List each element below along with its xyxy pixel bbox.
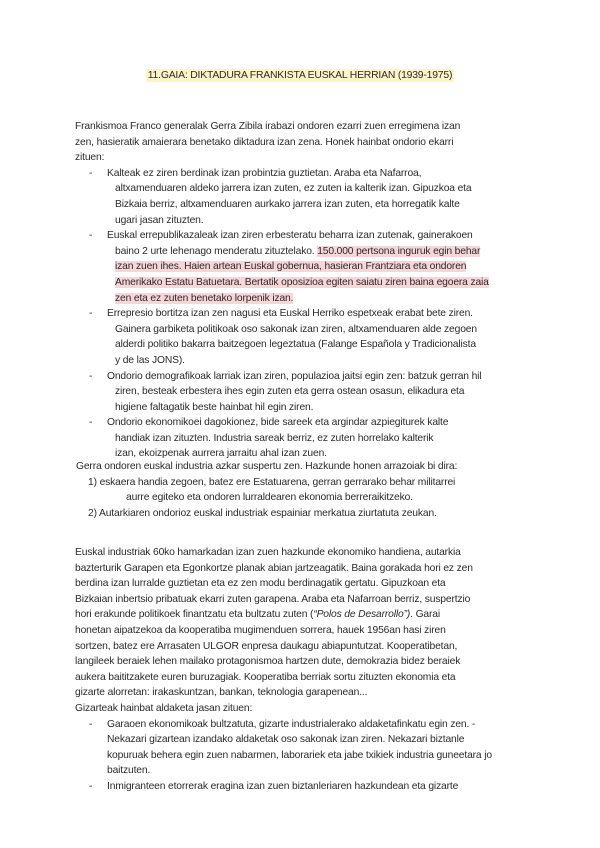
industry-reason-2: 2) Autarkiaren ondorioz euskal industriak espainiar merkatua ziurtatuta zeukan. (88, 507, 437, 519)
page-title (0, 70, 600, 81)
item3-line-1: Errepresio bortitza izan zen nagusi eta Euskal Herriko espetxeak erabat bete ziren. (107, 308, 473, 320)
sixties-line-6: honetan aipatzekoa da kooperatiba mugimenduen sorrera, hauek 1956an hasi ziren (75, 624, 446, 636)
item4-line-2: ziren, besteak erbestera ihes egin zuten eta gerra ostean osasun, elikadura eta (115, 386, 465, 398)
item2-line-3 (107, 259, 525, 275)
change1-line-1: Garaoen ekonomikoak bultzatuta, gizarte industrialerako aldaketafinkatu egin zen. - (107, 718, 476, 730)
sixties-line-3: berdina izan lurralde guztietan eta ez zen modu berdinagatik gertatu. Gipuzkoan eta (75, 578, 446, 590)
item2-line-2 (107, 244, 525, 260)
change1-line-4: baitzuten. (107, 765, 151, 777)
bullet-dash: - (89, 718, 93, 730)
bullet-dash: - (89, 167, 93, 179)
item1-line-3: Bizkaia berriz, altxamenduaren aurkako jarrera izan zuten, eta horregatik kalte (115, 198, 460, 210)
item5-line-2: handiak izan zituzten. Industria sareak berriz, ez zuten horrelako kalterik (115, 432, 434, 444)
item2-line-1: Euskal errepublikazaleak izan ziren erbesteratu beharra izan zutenak, gainerakoen (107, 230, 473, 242)
sixties-line-7: sortzen, batez ere Arrasaten ULGOR enpresa daukagu abiapuntutzat. Kooperatibetan, (75, 640, 458, 652)
sixties-line-5-a: hori erakunde politikoek finantzatu eta bultzatu zuten ( (75, 609, 314, 621)
industry-intro: Gerra ondoren euskal industria azkar suspertu zen. Hazkunde honen arrazoiak bi dira: (76, 461, 458, 472)
item2-line-5 (107, 291, 525, 307)
sixties-line-2: bazterturik Garapen eta Egonkortze planak abian jartzeagatik. Baina gorakada hori ez zen (75, 562, 473, 574)
list-item (89, 166, 525, 228)
sixties-line-11: Gizarteak hainbat aldaketa jasan zituen: (75, 702, 253, 714)
sixties-line-5-b: . Garai (410, 609, 441, 621)
industry-reason-1-cont: aurre egiteko eta ondoren lurraldearen ekonomia berreraikitzeko. (126, 492, 413, 504)
item1-line-4: ugari jasan zituzten. (115, 214, 204, 226)
changes-list (89, 717, 527, 795)
list-item (89, 415, 525, 462)
sixties-line-10: gizarte alorretan: irakaskuntzan, bankan, teknologia garapenean... (75, 687, 368, 699)
change2-line-1: Inmigranteen etorrerak eragina izan zuen biztanleriaren hazkundean eta gizarte (107, 780, 459, 792)
item4-line-3: higiene faltagatik beste hainbat hil egin ziren. (115, 401, 314, 413)
item1-line-2: altxamenduaren aldeko jarrera izan zuten, ez zuten ia kalterik izan. Gipuzkoa eta (115, 183, 472, 195)
section-industry (76, 459, 526, 521)
change1-line-2: Nekazari gizartean izandako aldaketak oso sakonak izan ziren. Nekazari biztanle (107, 734, 465, 746)
item2-line-2-plain: baino 2 urte lehenago menderatu zituztelako. (115, 245, 318, 257)
intro-line-1: Frankismoa Franco generalak Gerra Zibila irabazi ondoren ezarri zuen erregimena izan (75, 121, 461, 132)
bullet-dash: - (89, 308, 93, 320)
list-item (89, 369, 525, 416)
item1-line-1: Kalteak ez ziren berdinak izan probintzia guztietan. Araba eta Nafarroa, (107, 167, 422, 179)
item5-line-1: Ondorio ekonomikoei dagokionez, bide sareek eta argindar azpiegiturek kalte (107, 417, 449, 429)
section-consequences (75, 119, 525, 462)
highlight: izan zuen ihes. Haien artean Euskal gobernua, hasieran Frantziara eta ondoren (115, 261, 467, 273)
bullet-dash: - (89, 370, 93, 382)
bullet-dash: - (89, 780, 93, 792)
intro-line-2: zen, hasieratik amaierara benetako diktadura izan zena. Honek hainbat ondorio ekarri (75, 136, 454, 148)
bullet-dash: - (89, 417, 93, 429)
consequence-list (89, 166, 525, 462)
bullet-dash: - (89, 230, 93, 242)
item3-line-4: y de las JONS). (115, 354, 185, 366)
highlight: zen eta ez zuten benetako lorpenik izan. (115, 292, 294, 304)
item2-line-4 (107, 275, 525, 291)
item4-line-1: Ondorio demografikoak larriak izan ziren, populazioa jaitsi egin zen: batzuk gerran hil (107, 370, 482, 382)
italic-term: “Polos de Desarrollo”) (313, 609, 411, 621)
item3-line-3: alderdi politiko bakarra baitzegoen legeztatua (Falange Española y Tradicionalista (115, 339, 476, 351)
item3-line-2: Gainera garbiketa politikoak oso sakonak izan ziren, altxamenduaren alde zegoen (115, 323, 477, 335)
highlight: Amerikako Estatu Batuetara. Bertatik oposizioa egiten saiatu ziren baina egoera zaia (115, 276, 489, 288)
intro-line-3: zituen: (75, 152, 105, 164)
item5-line-3: izan, ekoizpenak aurrera jarraitu ahal izan zuen. (115, 448, 327, 460)
industry-reason-1: 1) eskaera handia zegoen, batez ere Estatuarena, gerran gerrarako behar militarrei (88, 476, 456, 488)
sixties-line-4: Bizkaian inbertsio pribatuak ekarri zuten garapena. Araba eta Nafarroan berriz, suspertzio (75, 593, 471, 605)
list-item (89, 717, 527, 779)
sixties-line-9: aukera baititzakete euren buruzagiak. Kooperatiba berriak sortu zituzten ekonomia eta (75, 671, 456, 683)
change1-line-3: kopuruak behera egin zuen nabarmen, laborariek eta jabe txikiek industria guneetara jo (107, 749, 492, 761)
sixties-line-5 (75, 607, 527, 623)
page-title-text: 11.GAIA: DIKTADURA FRANKISTA EUSKAL HERRIAN (1939-1975) (147, 70, 453, 81)
sixties-line-8: langileek beraiek lehen mailako protagonismoa hartzen dute, demokrazia bidez beraiek (75, 656, 461, 668)
section-sixties (75, 545, 527, 795)
list-item (89, 306, 525, 368)
list-item (89, 228, 525, 306)
highlight: 150.000 pertsona inguruk egin behar (317, 245, 481, 257)
list-item (89, 779, 527, 795)
sixties-line-1: Euskal industriak 60ko hamarkadan izan zuen hazkunde ekonomiko handiena, autarkia (75, 547, 461, 558)
